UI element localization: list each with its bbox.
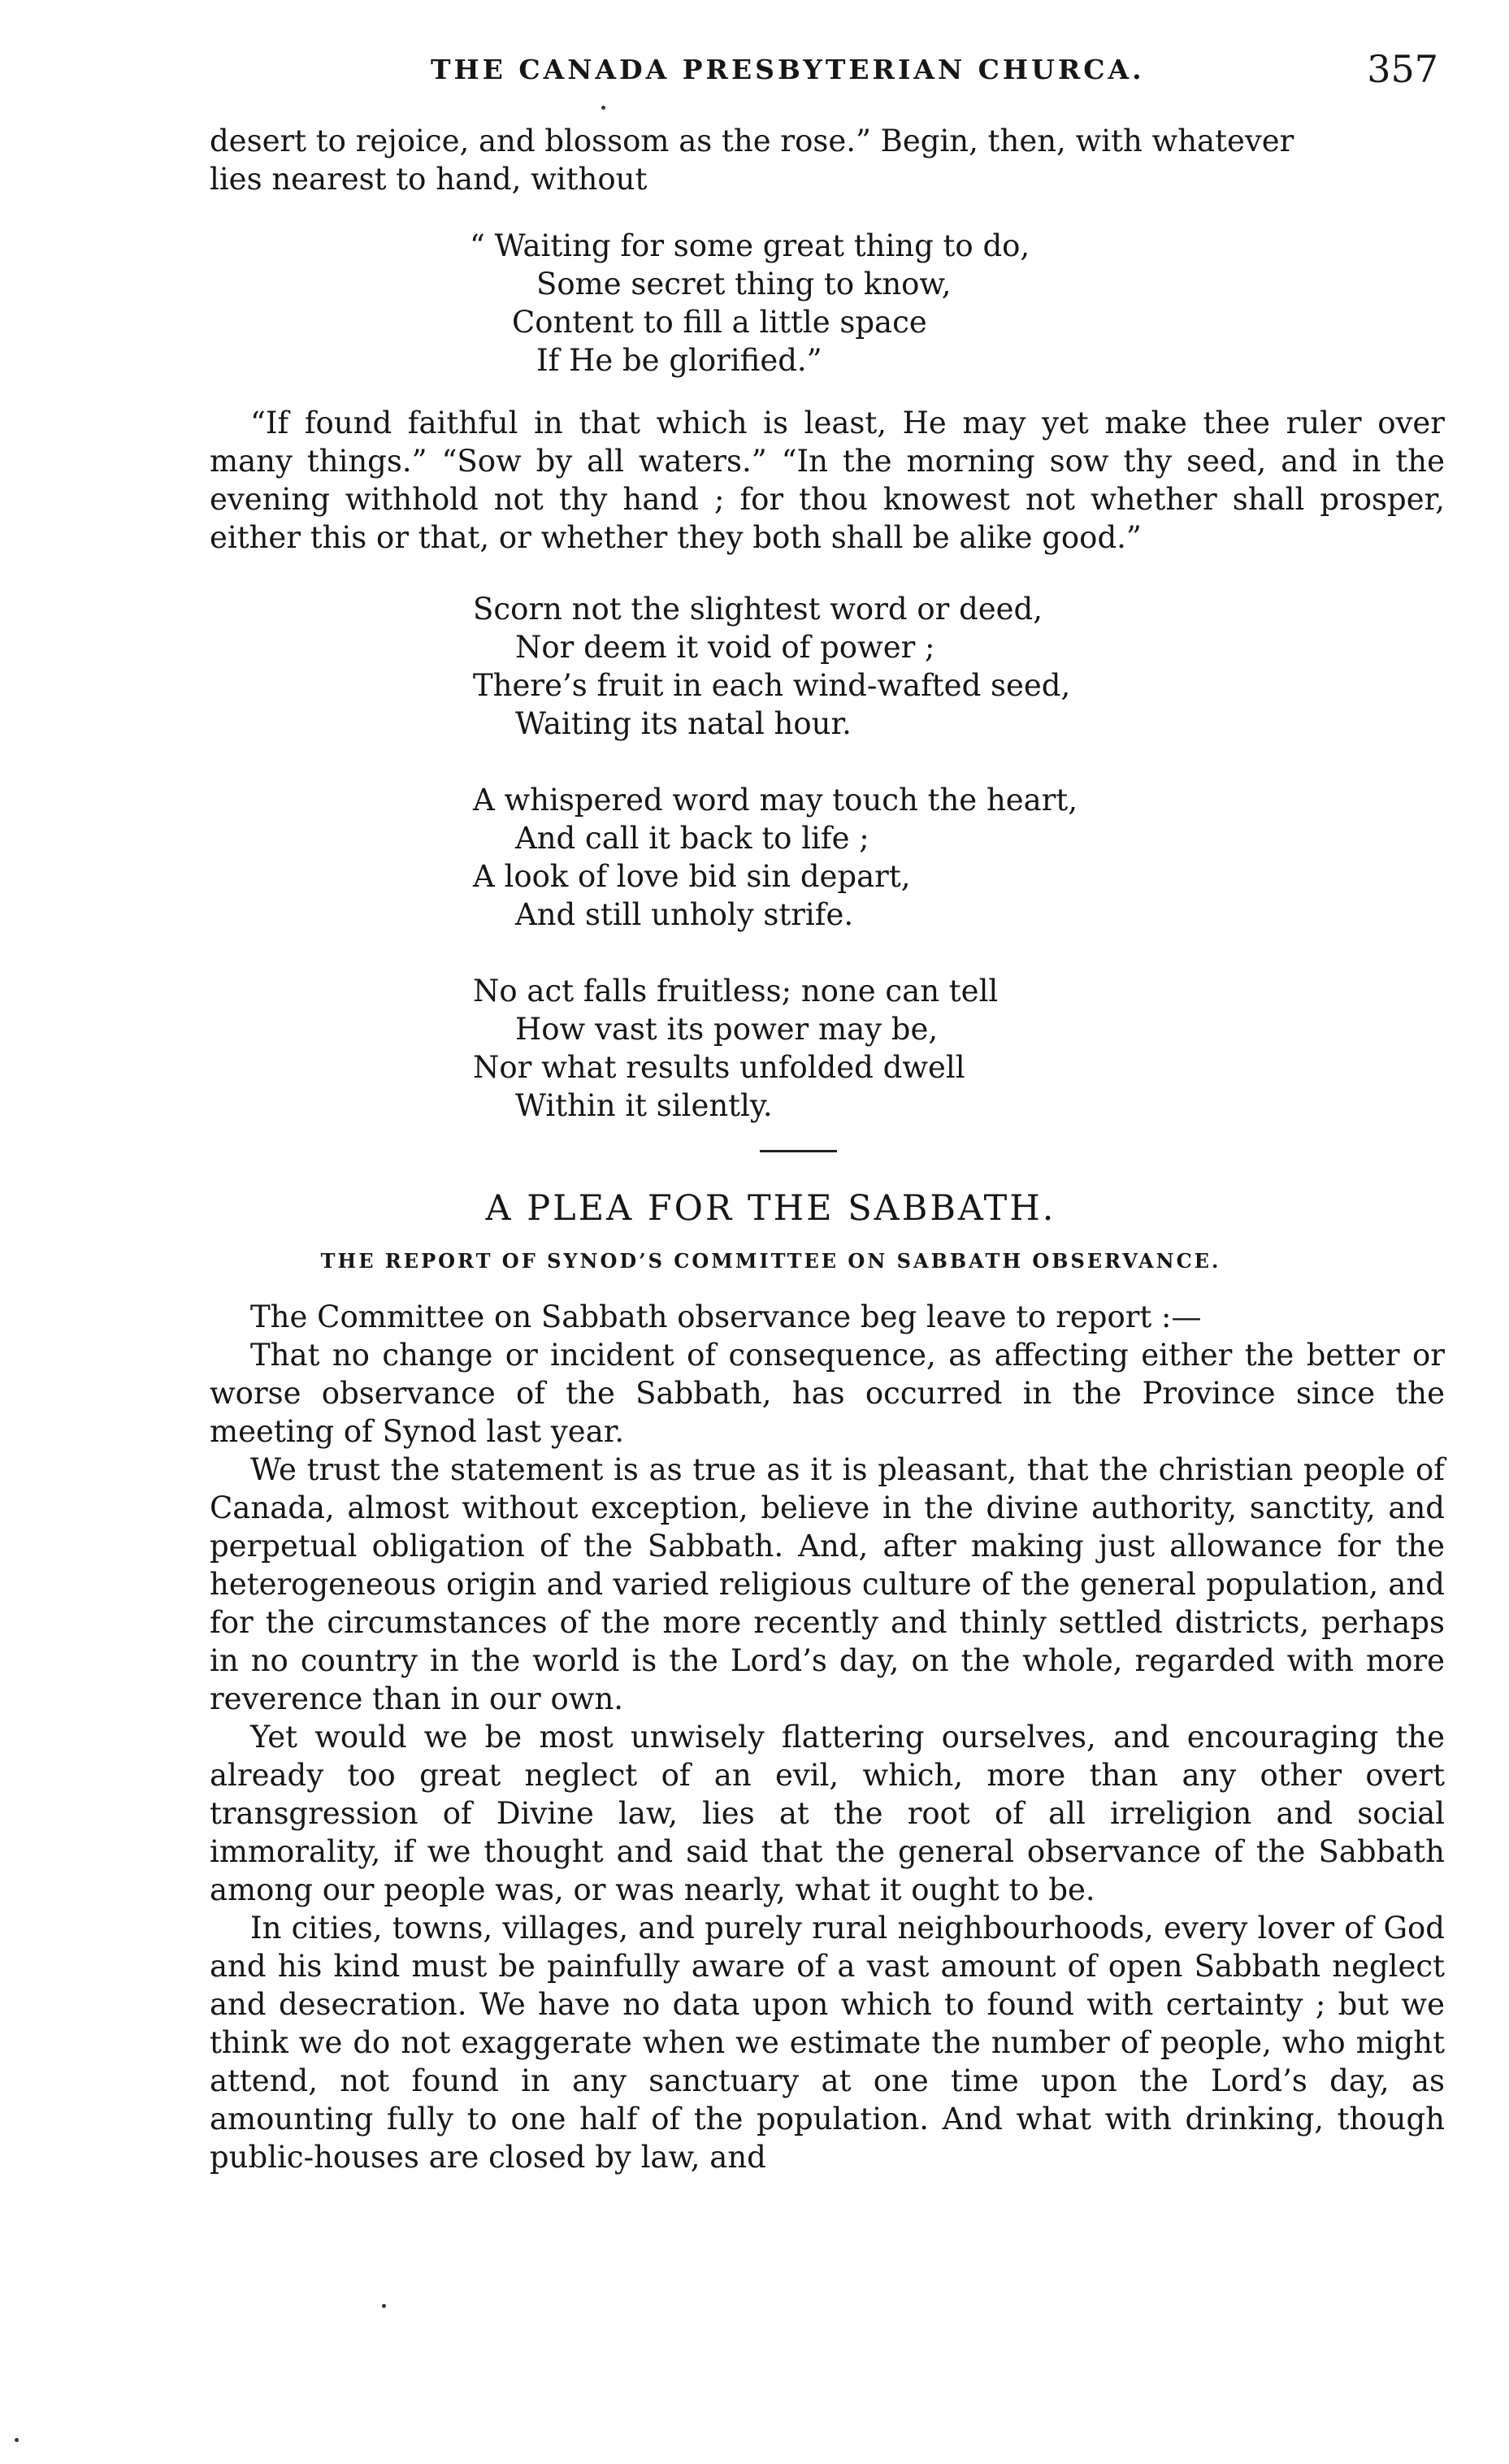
poem-line: There’s fruit in each wind-wafted seed, [473, 668, 1071, 703]
paragraph: In cities, towns, villages, and purely rural neighbourhoods, every lover of God and his kind must be painfully aware of a vast amount of open Sabbath neglect and desecration. We have no data upon which to found with certainty ; but we think we do not exaggerate when we estimate the number of people, who might attend, not found in any sanctuary at one time upon the Lord’s day, as amounting fully to one half of the population. And what with drinking, though public-houses are closed by law, and [210, 1911, 1445, 2175]
running-title: THE CANADA PRESBYTERIAN CHURCA. [431, 54, 1145, 85]
page-header [211, 47, 1438, 104]
paragraph: Yet would we be most unwisely flattering ourselves, and encouraging the already too great neglect of an evil, which, more than any other overt transgression of Divine law, lies at the root of all irreligion and social immorality, if we thought and said that the general observance of the Sabbath among our people was, or was nearly, what it ought to be. [210, 1720, 1445, 1907]
paragraph: “If found faithful in that which is least, He may yet make thee ruler over many things.” “Sow by all waters.” “In the morning sow thy seed, and in the evening withhold not thy hand ; for thou knowest not whether shall prosper, either this or that, or whether they both shall be alike good.” [210, 406, 1445, 555]
poem-line: A look of love bid sin depart, [473, 859, 911, 894]
article-body [210, 1298, 1445, 2176]
stanza [473, 972, 1078, 1125]
poem-line: Nor what results unfolded dwell [473, 1050, 965, 1085]
stanza [473, 781, 1078, 934]
intro-line: lies nearest to hand, without [210, 162, 648, 197]
paragraph: We trust the statement is as true as it is pleasant, that the christian people of Canada, almost without exception, believe in the divine authority, sanctity, and perpetual obligation of the Sabbath. And, after making just allowance for the heterogeneous origin and varied religious culture of the general population, and for the circumstances of the more recently and thinly settled districts, perhaps in no country in the world is the Lord’s day, on the whole, regarded with more reverence than in our own. [210, 1452, 1445, 1716]
poem-line: Waiting its natal hour. [515, 706, 852, 741]
poem-line: A whispered word may touch the heart, [473, 783, 1078, 818]
poem-line: And still unholy strife. [515, 897, 854, 932]
quote-paragraph [210, 404, 1445, 557]
article-title: A PLEA FOR THE SABBATH. [485, 1188, 1056, 1229]
poem-line: Scorn not the slightest word or deed, [473, 592, 1043, 627]
paragraph: That no change or incident of consequence, as affecting either the better or worse observance of the Sabbath, has occurred in the Province since the meeting of Synod last year. [210, 1338, 1445, 1449]
print-speck [382, 2304, 386, 2308]
poem-line: If He be glorified.” [536, 343, 822, 378]
article-subtitle: THE REPORT OF SYNOD’S COMMITTEE ON SABBATH OBSERVANCE. [320, 1249, 1221, 1273]
poem-line: Some secret thing to know, [536, 267, 952, 301]
poem-line: “ Waiting for some great thing to do, [470, 228, 1030, 263]
intro-line: desert to rejoice, and blossom as the rose.” Begin, then, with whatever [210, 124, 1294, 158]
section-divider [760, 1150, 837, 1152]
poem-line: Content to fill a little space [512, 305, 927, 340]
paragraph: The Committee on Sabbath observance beg leave to report :— [250, 1299, 1202, 1334]
print-speck [601, 106, 605, 110]
stanza [473, 590, 1078, 743]
poem-line: How vast its power may be, [515, 1012, 939, 1047]
print-speck [15, 2438, 19, 2442]
intro-text [210, 122, 1445, 198]
poem-line: No act falls fruitless; none can tell [473, 974, 999, 1009]
poem-scorn-not [473, 590, 1078, 1163]
poem-line: And call it back to life ; [515, 821, 869, 856]
page-number: 357 [1367, 47, 1438, 91]
poem-waiting [470, 227, 1030, 380]
poem-line: Within it silently. [515, 1088, 773, 1123]
poem-line: Nor deem it void of power ; [515, 630, 935, 665]
